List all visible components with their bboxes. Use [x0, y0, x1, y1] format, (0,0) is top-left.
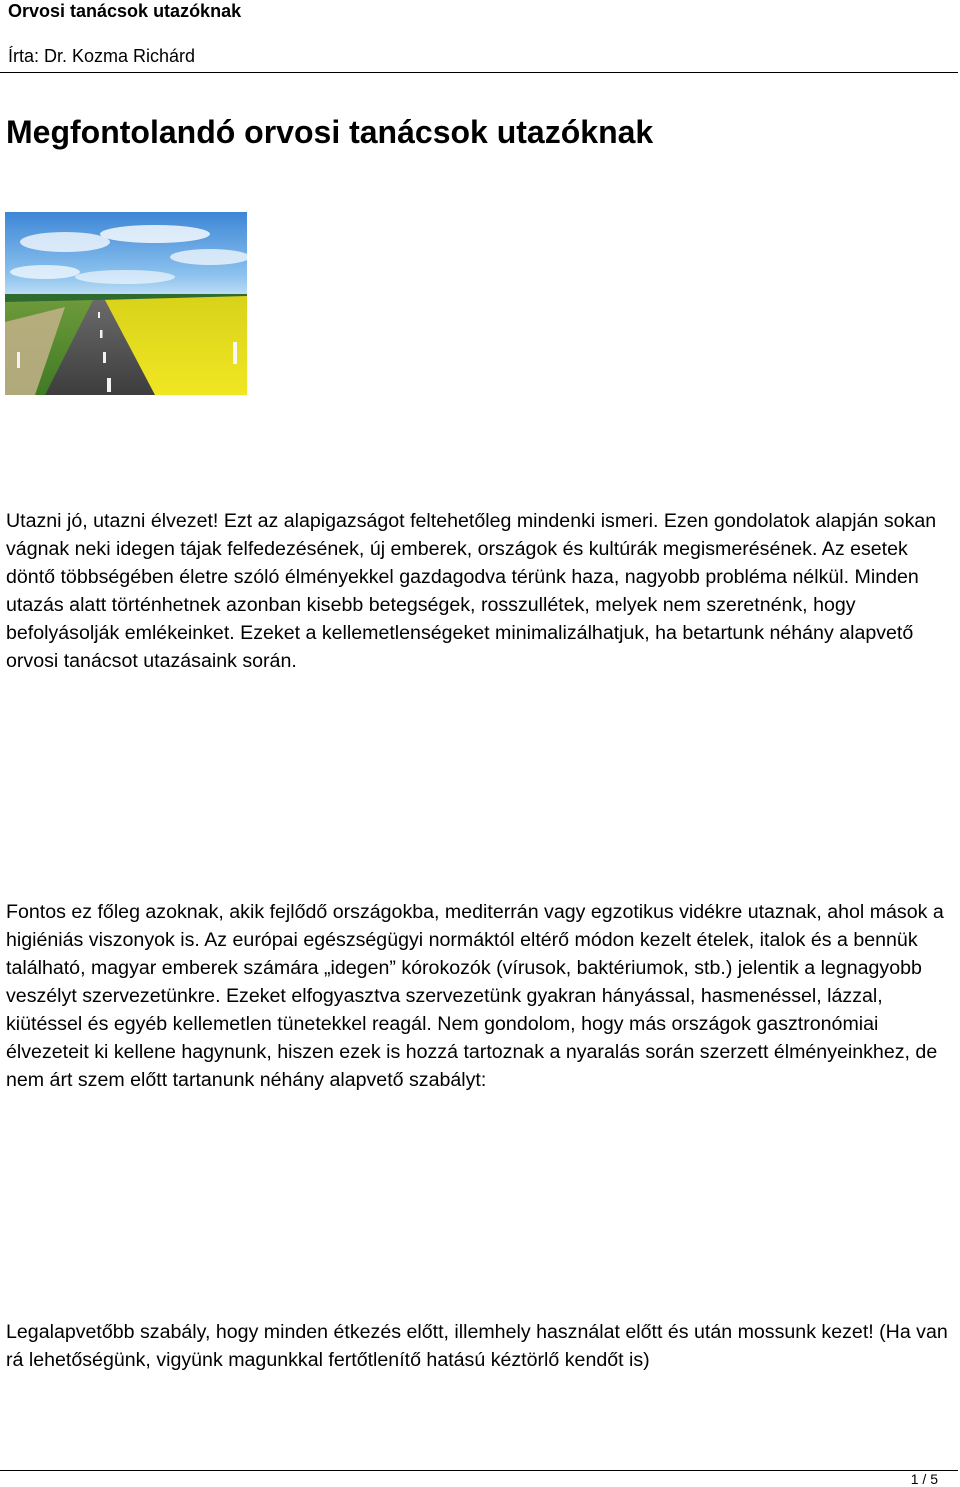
author-line: Írta: Dr. Kozma Richárd	[8, 46, 196, 66]
footer-divider	[0, 1470, 958, 1471]
paragraph-risks: Fontos ez főleg azoknak, akik fejlődő országokba, mediterrán vagy egzotikus vidékre utaznak, ahol mások a higiéniás viszonyok is. Az európai egészségügyi normáktól eltérő módon kezelt ételek, italok és a bennük található, magyar emberek számára „idegen” kórokozók (vírusok, baktériumok, stb.) jelentik a legnagyobb veszélyt szervezetünkre. Ezeket elfogyasztva szervezetünk gyakran hányással, hasmenéssel, lázzal, kiütéssel és egyéb kellemetlen tünetekkel reagál. Nem gondolom, hogy más országok gasztronómiai élvezeteit ki kellene hagynunk, hiszen ezek is hozzá tartoznak a nyaralás során szerzett élményeinkhez, de nem árt szem előtt tartanunk néhány alapvető szabályt:	[6, 901, 944, 1091]
header-divider	[0, 72, 958, 73]
paragraph-intro: Utazni jó, utazni élvezet! Ezt az alapigazságot feltehetőleg mindenki ismeri. Ezen gondolatok alapján sokan vágnak neki idegen tájak felfedezésének, új emberek, országok és kultúrák megismerésének. Az esetek döntő többségében életre szóló élményekkel gazdagodva térünk haza, nagyobb probléma nélkül. Minden utazás alatt történhetnek azonban kisebb betegségek, rosszullétek, melyek nem szeretnénk, hogy befolyásolják emlékeinket. Ezeket a kellemetlenségeket minimalizálhatjuk, ha betartunk néhány alapvető orvosi tanácsot utazásaink során.	[6, 510, 937, 672]
document-title: Orvosi tanácsok utazóknak	[8, 1, 242, 21]
paragraph-handwashing: Legalapvetőbb szabály, hogy minden étkezés előtt, illemhely használat előtt és után mossunk kezet! (Ha van rá lehetőségünk, vigyünk magunkkal fertőtlenítő hatású kéztörlő kendőt is)	[6, 1321, 948, 1371]
article-heading: Megfontolandó orvosi tanácsok utazóknak	[6, 114, 654, 150]
page-number: 1 / 5	[910, 1471, 938, 1487]
road-landscape-image	[5, 212, 247, 395]
